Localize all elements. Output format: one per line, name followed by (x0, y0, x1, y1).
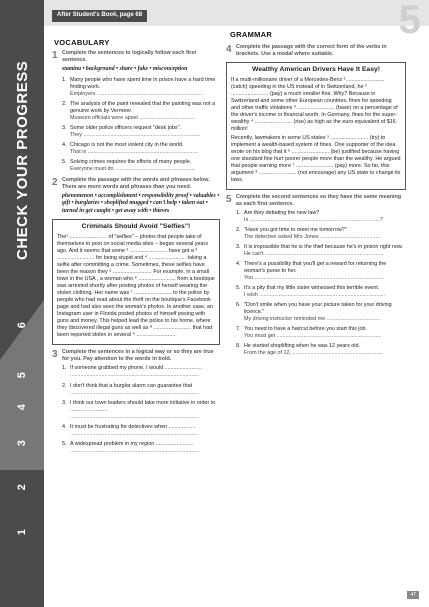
selfies-text-box (52, 219, 220, 345)
task-3-items (62, 365, 220, 454)
task-instruction: Complete the sentences in a logical way or so they are true for you. Pay attention to the words in bold. (62, 349, 214, 363)
unit-number-1: 1 (15, 529, 28, 536)
unit-number-6: 6 (15, 322, 28, 329)
list-item: 6. "Don't smile when you have your picture taken for your driving licence." My driving instructor reminded me .................................... (236, 302, 406, 323)
list-item: 4. It must be frustrating for detectives when .................. ...................................................................................... (62, 424, 220, 438)
unit-number-4: 4 (15, 404, 28, 411)
unit-number-5: 5 (15, 372, 28, 379)
wealthy-drivers-text-box (226, 62, 406, 190)
answer-line[interactable]: Is .......................................................................................? (244, 217, 383, 224)
vocabulary-column (52, 50, 220, 459)
page-number: 47 (407, 591, 419, 600)
list-item: 5. A widespread problem in my region ......................... ...................................................................................... (62, 441, 220, 455)
sidebar (0, 0, 44, 607)
answer-line[interactable]: He can't ............................................................................... (244, 251, 384, 258)
sidebar-title (8, 12, 36, 262)
task-1-items (62, 77, 220, 173)
answer-line[interactable]: You ...................................................................................... (244, 275, 384, 282)
task-5 (226, 194, 406, 357)
unit-big-number: 5 (398, 0, 421, 42)
answer-line[interactable]: They .............................................................................. (70, 131, 201, 138)
answer-line[interactable]: ...................................................................................... (70, 372, 199, 379)
list-item: 1. Many people who have spent time in prison have a hard time finding work. Employers ....................................................................... (62, 77, 220, 98)
list-item: 2. The analysis of the paint revealed that the painting was not a genuine work by Vermeer. Museum officials were upset ..................................... (62, 101, 220, 122)
list-item: 3. Some older police officers request "desk jobs". They .............................................................................. (62, 125, 220, 139)
task-5-items (236, 210, 406, 357)
task-2 (52, 177, 220, 216)
task-number: 2 (52, 176, 58, 188)
vocabulary-heading: VOCABULARY (54, 38, 110, 47)
list-item: 8. He started shoplifting when he was 12 years old. From the age of 12, ............................................................ (236, 343, 406, 357)
task-4 (226, 44, 406, 58)
task-number: 3 (52, 349, 58, 361)
unit-number-3: 3 (15, 440, 28, 447)
list-item: 2. I don't think that a burglar alarm can guarantee that ...................................................................................... (62, 383, 220, 397)
task-number: 4 (226, 44, 232, 55)
text-paragraph: The¹ ......................... of "selfies" – photos that people take of themselves to post on social media sites – began several years ago. And it seems that some ² ......................... have got a ³ ......................... for being stupid and ⁴ ......................... taking a selfie after committing a crime. Sometimes, these selfies have been the reason they ⁵ .......................... For example, in a small town in the USA , a woman who ⁶ ......................... from a boutique was arrested shortly after posting photos of herself wearing the stolen clothing. Her name was ⁷ ......................... to the police by people who had read about the theft on the boutique's Facebook page and had also seen the woman's photos. In another case, an Instagram user in Florida posted photos of himself posing with guns and money. This helped lead the police to his home, where they discovered illegal guns as well as ⁸ ......................... that had been reported stolen in several ⁹ .......................... (57, 234, 215, 339)
answer-line[interactable]: You must get ...................................................................... (244, 333, 382, 340)
answer-line[interactable]: Museum officials were upset ..................................... (70, 114, 195, 121)
text-box-title: Criminals Should Avoid "Selfies"! (81, 223, 191, 231)
text-paragraph: Recently, lawmakers in some US states ⁵ ......................... (try) to implement a wealth-based system of fines. One supporter of the idea wrote on his blog that it ⁶ ......................... (be) justified because having one standard fine hurt poorer people more than the wealthy. He argued that people earning more ⁷ ......................... (pay) more. So far, this argument ⁸ ......................... (not encourage) any US state to change its laws. (231, 134, 401, 184)
task-instruction: Complete the passage with the words and phrases below. There are more words and phrases than you need. (62, 176, 210, 190)
answer-line[interactable]: ...................................................................................... (70, 413, 199, 420)
list-item: 5. Solving crimes requires the efforts of many people. Everyone must do ...................................................... (62, 159, 220, 173)
list-item: 2. "Have you got time to meet me tomorrow?" The detective asked Mrs Jones ........................................ (236, 227, 406, 241)
answer-line[interactable]: That is .......................................................................... (70, 148, 199, 155)
word-bank: phenomenon • accomplishment • responsibility proof • valuables • gift • burglaries • shoplifted mugged • can't help • taken out • turned in get caught • get away with • thieves (62, 192, 220, 214)
list-item: 1. If someone grabbed my phone, I would ......................... ...................................................................................... (62, 365, 220, 379)
task-number: 5 (226, 194, 232, 206)
word-bank: stamina • background • share • fake • misconception (62, 66, 188, 73)
list-item: 4. Chicago is not the most violent city in the world. That is .......................................................................... (62, 142, 220, 156)
task-instruction: Complete the sentences to logically follow each first sentence. (62, 50, 197, 64)
list-item: 7. You need to have a haircut before you start this job. You must get ...................................................................... (236, 326, 406, 340)
list-item: 3. It is impossible that he is the thief because he's in prison right now. He can't ............................................................................... (236, 244, 406, 258)
answer-line[interactable]: ...................................................................................... (70, 389, 199, 396)
answer-line[interactable]: My driving instructor reminded me .................................... (244, 316, 381, 323)
answer-line[interactable]: The detective asked Mrs Jones ........................................ (244, 234, 381, 241)
answer-line[interactable]: Everyone must do ...................................................... (70, 165, 196, 172)
sidebar-title-text: CHECK YOUR PROGRESS (14, 60, 31, 260)
task-1 (52, 50, 220, 173)
text-paragraph: If a multi-millionaire driver of a Mercedes-Benz ¹ ......................... (catch) speeding in the US instead of in Switzerland, he ² ......................... (pay) a much smaller fine. Why? Because in Switzerland and some other European countries, fines for speeding and other traffic violations ³ ......................... (base) on a percentage of the driver's income or financial worth. In Germany, fines for the super-wealthy ⁴ ......................... (rise) as high as the euro equivalent of $16 million! (231, 76, 398, 132)
answer-line[interactable]: From the age of 12, ............................................................ (244, 350, 383, 357)
students-book-reference: After Student's Book, page 68 (52, 10, 147, 22)
answer-line[interactable]: ...................................................................................... (70, 447, 199, 454)
list-item: 1. Are they debating the new law? Is .......................................................................................? (236, 210, 406, 224)
grammar-column (226, 44, 406, 361)
answer-line[interactable]: I wish .................................................................................... (244, 292, 386, 299)
answer-line[interactable]: ...................................................................................... (70, 430, 199, 437)
answer-line[interactable]: Employers ....................................................................... (70, 90, 204, 97)
list-item: 5. It's a pity that my little sister witnessed this terrible event. I wish .................................................................................... (236, 285, 406, 299)
task-3 (52, 349, 220, 454)
list-item: 4. There's a possibility that you'll get a reward for returning the woman's purse to her. You ...................................................................................... (236, 261, 406, 282)
grammar-heading: GRAMMAR (230, 30, 273, 39)
task-instruction: Complete the second sentences so they have the same meaning as each first sentence. (236, 194, 402, 208)
unit-number-2: 2 (15, 484, 28, 491)
text-box-title: Wealthy American Drivers Have It Easy! (251, 66, 381, 74)
task-number: 1 (52, 50, 58, 61)
list-item: 3. I think our town leaders should take more initiative in order to ......................... ...................................................................................... (62, 400, 220, 421)
task-instruction: Complete the passage with the correct form of the verbs in brackets. Use a modal where suitable. (236, 44, 387, 58)
